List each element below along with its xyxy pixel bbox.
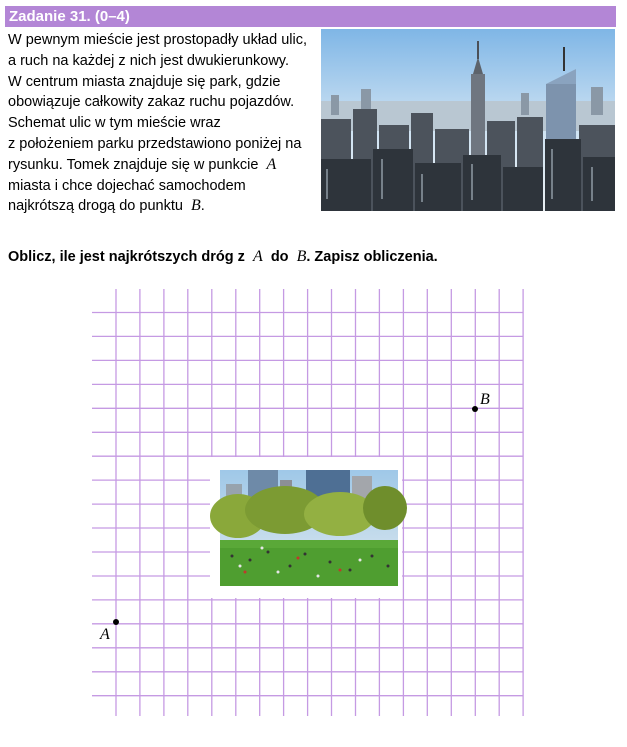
- point-a-label: A: [100, 626, 110, 643]
- text-line: W centrum miasta znajduje się park, gdzie: [8, 73, 281, 90]
- period: .: [200, 198, 205, 215]
- text-line: z położeniem parku przedstawiono poniżej na: [8, 135, 302, 152]
- text-line: Schemat ulic w tym mieście wraz: [8, 115, 221, 132]
- task-title: Zadanie 31. (0–4): [9, 8, 130, 25]
- text-line: W pewnym mieście jest prostopadły układ ulic,: [8, 32, 307, 48]
- text-segment: najkrótszą drogą do punktu: [8, 198, 183, 215]
- text-line: obowiązuje całkowity zakaz ruchu pojazdów.: [8, 94, 295, 111]
- question-segment: . Zapisz obliczenia.: [306, 249, 438, 265]
- point-b-label: B: [480, 391, 490, 408]
- question-point-b: B: [296, 248, 307, 265]
- point-b-dot: [472, 406, 478, 412]
- question-segment: do: [270, 249, 289, 265]
- text-line: miasta i chce dojechać samochodem: [8, 177, 246, 194]
- text-segment: rysunku. Tomek znajduje się w punkcie: [8, 156, 259, 173]
- point-b-reference: B: [190, 197, 201, 215]
- point-a-dot: [113, 619, 119, 625]
- question-point-a: A: [252, 248, 263, 265]
- point-a-reference: A: [266, 155, 277, 173]
- park-photo: [210, 470, 407, 586]
- text-line: a ruch na każdej z nich jest dwukierunkowy.: [8, 52, 290, 69]
- question-segment: Oblicz, ile jest najkrótszych dróg z: [8, 249, 245, 265]
